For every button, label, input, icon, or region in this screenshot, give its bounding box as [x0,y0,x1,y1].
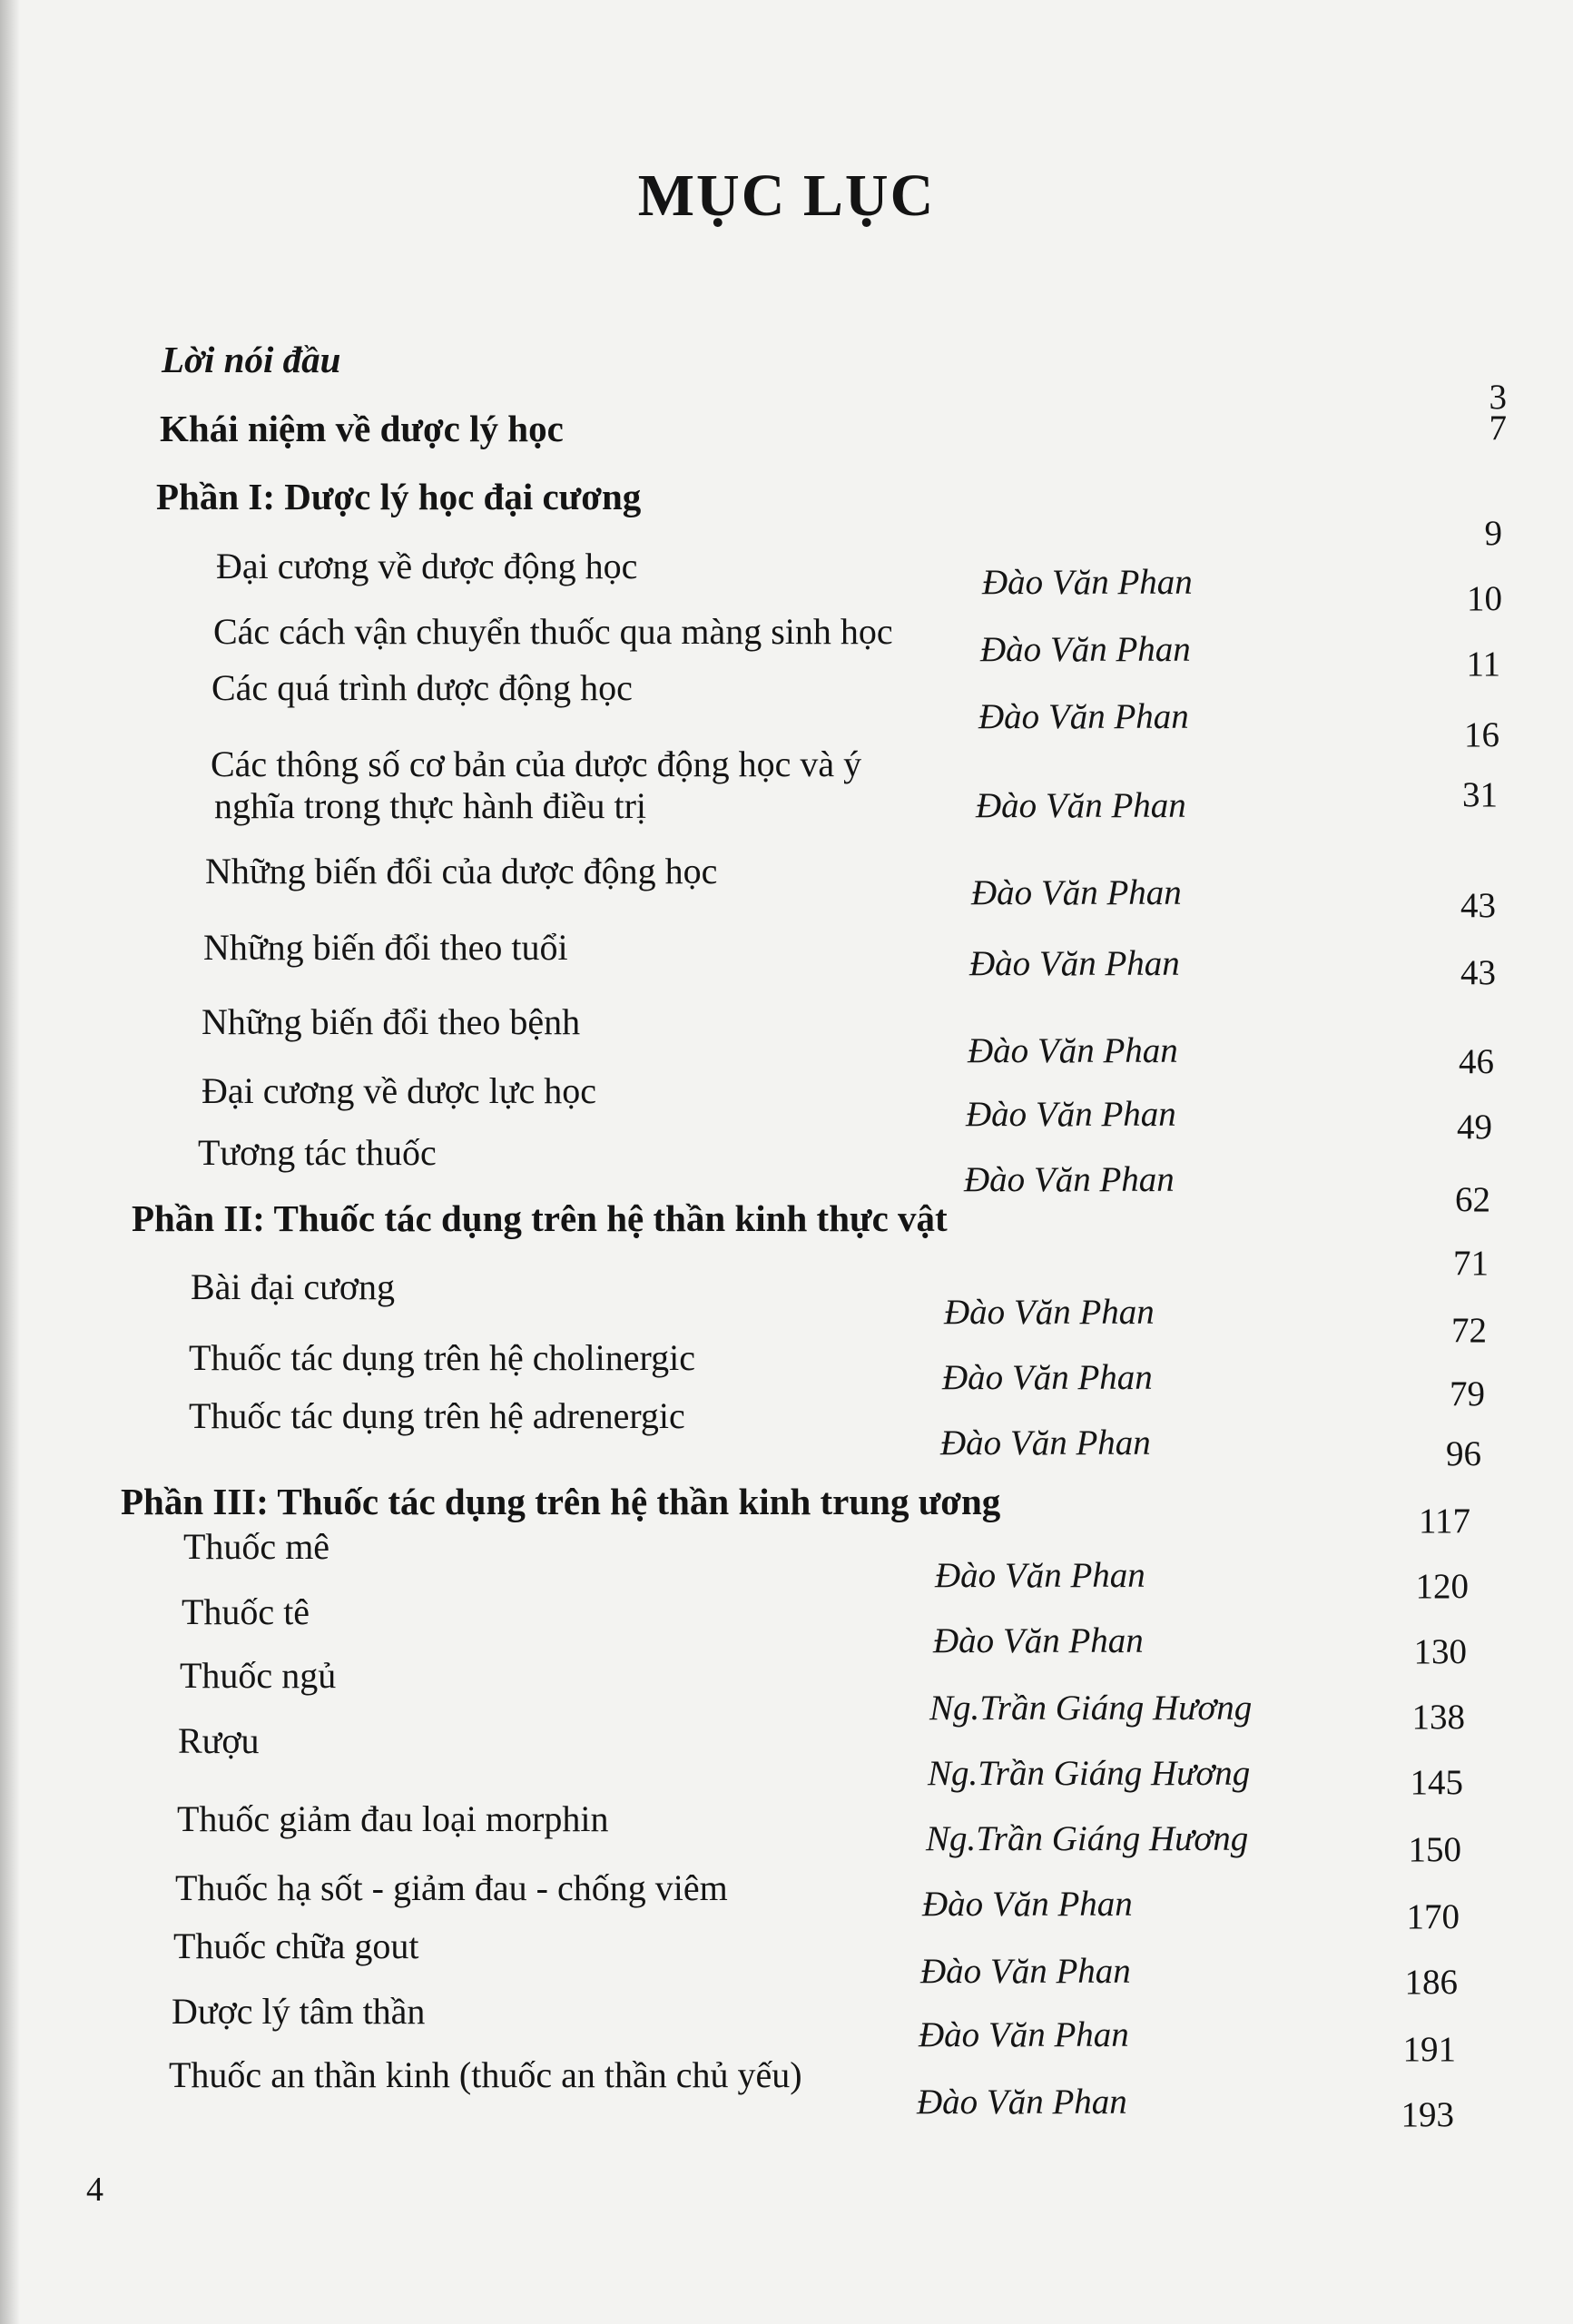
toc-title-p1-4-line1: Các thông số cơ bản của dược động học và ý [211,743,862,784]
toc-page-p3-9: 193 [1401,2095,1454,2134]
toc-author-p1-8: Đào Văn Phan [966,1095,1176,1134]
toc-title-p1-7: Những biến đổi theo bệnh [202,1001,581,1042]
toc-author-p3-7: Đào Văn Phan [920,1952,1131,1991]
page-edge-shadow [0,0,20,2324]
toc-author-p1-6: Đào Văn Phan [969,944,1180,983]
toc-title-p1-9: Tương tác thuốc [198,1132,437,1173]
toc-title-p3-4: Rượu [178,1720,260,1761]
page-title: MỤC LỤC [637,162,936,229]
toc-author-p1-1: Đào Văn Phan [982,563,1193,602]
toc-author-p3-3: Ng.Trần Giáng Hương [929,1689,1253,1728]
toc-page-loi-noi-dau: 3 [1489,378,1507,417]
toc-page-p2-1: 72 [1451,1311,1487,1350]
toc-author-p3-2: Đào Văn Phan [933,1621,1144,1660]
toc-page-phan-3: 117 [1418,1502,1470,1541]
toc-page-p3-1: 120 [1415,1567,1469,1606]
toc-title-p1-3: Các quá trình dược động học [211,667,633,708]
toc-page-p1-3: 16 [1464,715,1499,754]
toc-page-p3-5: 150 [1408,1830,1461,1869]
toc-page-p3-3: 138 [1411,1698,1465,1737]
toc-page-p1-2: 11 [1466,645,1500,684]
toc-title-khai-niem: Khái niệm về dược lý học [160,408,564,449]
toc-author-p3-6: Đào Văn Phan [922,1885,1133,1924]
toc-title-p1-6: Những biến đổi theo tuổi [203,927,568,968]
toc-title-p1-4-line2: nghĩa trong thực hành điều trị [214,785,647,826]
toc-page-p1-9: 62 [1455,1180,1490,1219]
toc-title-phan-1: Phần I: Dược lý học đại cương [156,476,642,517]
toc-author-p3-8: Đào Văn Phan [919,2015,1129,2054]
toc-author-p3-4: Ng.Trần Giáng Hương [928,1754,1251,1793]
toc-page-p3-6: 170 [1406,1897,1460,1936]
toc-title-p3-8: Dược lý tâm thần [172,1991,426,2032]
toc-title-p3-1: Thuốc mê [183,1526,330,1567]
toc-author-p3-5: Ng.Trần Giáng Hương [926,1819,1249,1858]
toc-author-p1-5: Đào Văn Phan [971,873,1182,912]
toc-title-p3-6: Thuốc hạ sốt - giảm đau - chống viêm [175,1867,728,1908]
toc-page-phan-1: 9 [1484,514,1502,553]
toc-author-p2-3: Đào Văn Phan [940,1423,1151,1462]
toc-author-p1-9: Đào Văn Phan [964,1160,1175,1199]
toc-page-p1-4: 31 [1462,775,1498,814]
toc-title-phan-3: Phần III: Thuốc tác dụng trên hệ thần kinh trung ương [121,1481,1001,1522]
toc-page-p3-2: 130 [1413,1632,1467,1671]
toc-title-p3-7: Thuốc chữa gout [173,1925,419,1966]
toc-author-p1-2: Đào Văn Phan [980,630,1191,669]
toc-author-p3-1: Đào Văn Phan [935,1556,1145,1595]
toc-page-p3-7: 186 [1404,1963,1458,2002]
toc-title-p3-9: Thuốc an thần kinh (thuốc an thần chủ yếu) [169,2054,802,2095]
toc-page-p2-3: 96 [1446,1434,1481,1473]
page-number: 4 [86,2171,103,2209]
toc-page-p1-7: 46 [1459,1042,1494,1081]
toc-page-p1-6: 43 [1460,953,1496,992]
toc-title-p1-2: Các cách vận chuyển thuốc qua màng sinh học [213,611,893,652]
toc-page-p2-2: 79 [1450,1374,1485,1413]
toc-author-p1-4: Đào Văn Phan [976,786,1186,825]
toc-page-p1-5: 43 [1460,886,1496,925]
toc-title-p2-1: Bài đại cương [191,1266,395,1307]
toc-title-p1-1: Đại cương về dược động học [216,546,638,586]
toc-page-p3-8: 191 [1402,2030,1456,2069]
toc-page-phan-2: 71 [1453,1244,1489,1283]
toc-author-p3-9: Đào Văn Phan [917,2083,1127,2122]
toc-title-p1-8: Đại cương về dược lực học [202,1070,596,1111]
toc-title-p1-5: Những biến đổi của dược động học [205,851,718,891]
toc-title-p3-5: Thuốc giảm đau loại morphin [177,1798,609,1839]
toc-author-p1-7: Đào Văn Phan [968,1031,1178,1070]
toc-page-khai-niem: 7 [1489,409,1507,448]
toc-title-p3-3: Thuốc ngủ [180,1655,337,1696]
toc-title-p2-3: Thuốc tác dụng trên hệ adrenergic [189,1395,685,1436]
toc-title-p2-2: Thuốc tác dụng trên hệ cholinergic [189,1337,695,1378]
toc-page-p1-8: 49 [1457,1108,1492,1147]
toc-title-p3-2: Thuốc tê [182,1591,310,1632]
toc-author-p2-1: Đào Văn Phan [944,1293,1155,1332]
toc-author-p1-3: Đào Văn Phan [978,697,1189,736]
toc-page-p1-1: 10 [1467,579,1502,618]
toc-title-phan-2: Phần II: Thuốc tác dụng trên hệ thần kinh thực vật [132,1197,948,1239]
toc-page-p3-4: 145 [1410,1763,1463,1802]
toc-author-p2-2: Đào Văn Phan [942,1358,1153,1397]
toc-title-loi-noi-dau: Lời nói đầu [162,339,341,380]
